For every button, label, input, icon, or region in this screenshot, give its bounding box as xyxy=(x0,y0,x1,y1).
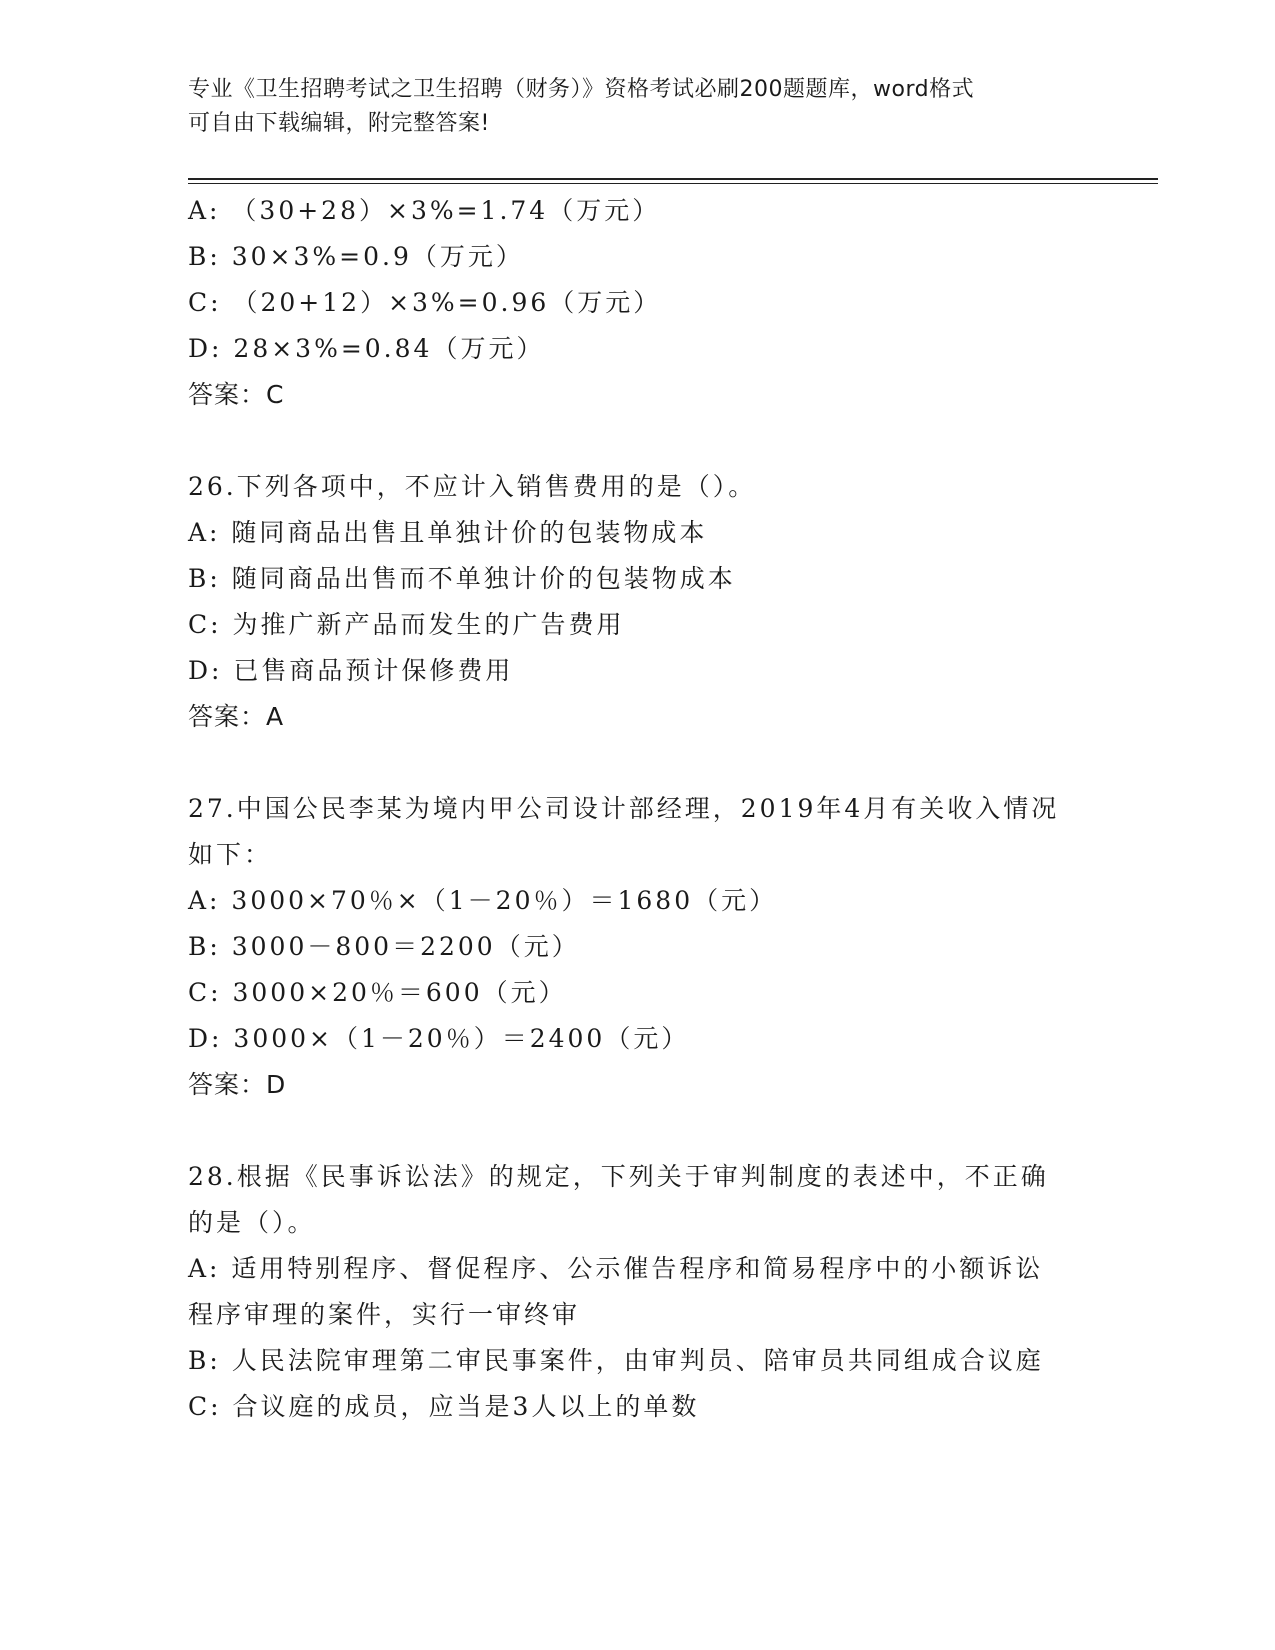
option-b: B: 30×3%=0.9（万元） xyxy=(188,242,524,271)
option-d: D: 3000×（1－20％）＝2400（元） xyxy=(188,1024,690,1053)
option-a: A: 适用特别程序、督促程序、公示催告程序和简易程序中的小额诉讼 xyxy=(188,1254,1044,1283)
question-28 xyxy=(188,1154,1088,1430)
option-a-cont: 程序审理的案件，实行一审终审 xyxy=(188,1300,581,1329)
answer: 答案：A xyxy=(188,702,285,731)
document-header xyxy=(188,73,1088,141)
option-c: C: （20+12）×3%=0.96（万元） xyxy=(188,288,662,317)
option-b: B: 3000－800＝2200（元） xyxy=(188,932,580,961)
header-line-2: 可自由下载编辑，附完整答案! xyxy=(188,111,490,136)
option-a: A: 3000×70％×（1－20％）＝1680（元） xyxy=(188,886,778,915)
option-b: B: 人民法院审理第二审民事案件，由审判员、陪审员共同组成合议庭 xyxy=(188,1346,1044,1375)
option-c: C: 3000×20％＝600（元） xyxy=(188,978,567,1007)
question-25 xyxy=(188,188,1088,418)
option-b: B: 随同商品出售而不单独计价的包装物成本 xyxy=(188,564,736,593)
question-26 xyxy=(188,464,1088,740)
option-d: D: 28×3%=0.84（万元） xyxy=(188,334,545,363)
question-stem-cont: 如下： xyxy=(188,840,273,869)
header-rule-thin xyxy=(188,183,1158,184)
header-line-1: 专业《卫生招聘考试之卫生招聘（财务）》资格考试必刷200题题库，word格式 xyxy=(188,77,975,102)
question-stem: 27.中国公民李某为境内甲公司设计部经理，2019年4月有关收入情况 xyxy=(188,794,1060,823)
question-stem: 28.根据《民事诉讼法》的规定，下列关于审判制度的表述中，不正确 xyxy=(188,1162,1049,1191)
document-body xyxy=(188,188,1088,1430)
option-d: D: 已售商品预计保修费用 xyxy=(188,656,514,685)
option-a: A: 随同商品出售且单独计价的包装物成本 xyxy=(188,518,708,547)
header-rule-thick xyxy=(188,178,1158,180)
question-stem: 26.下列各项中，不应计入销售费用的是（）。 xyxy=(188,472,757,501)
option-a: A: （30+28）×3%=1.74（万元） xyxy=(188,196,661,225)
option-c: C: 为推广新产品而发生的广告费用 xyxy=(188,610,625,639)
answer: 答案：C xyxy=(188,380,285,409)
answer: 答案：D xyxy=(188,1070,287,1099)
option-c: C: 合议庭的成员，应当是3人以上的单数 xyxy=(188,1392,700,1421)
question-stem-cont: 的是（）。 xyxy=(188,1208,316,1237)
question-27 xyxy=(188,786,1088,1108)
